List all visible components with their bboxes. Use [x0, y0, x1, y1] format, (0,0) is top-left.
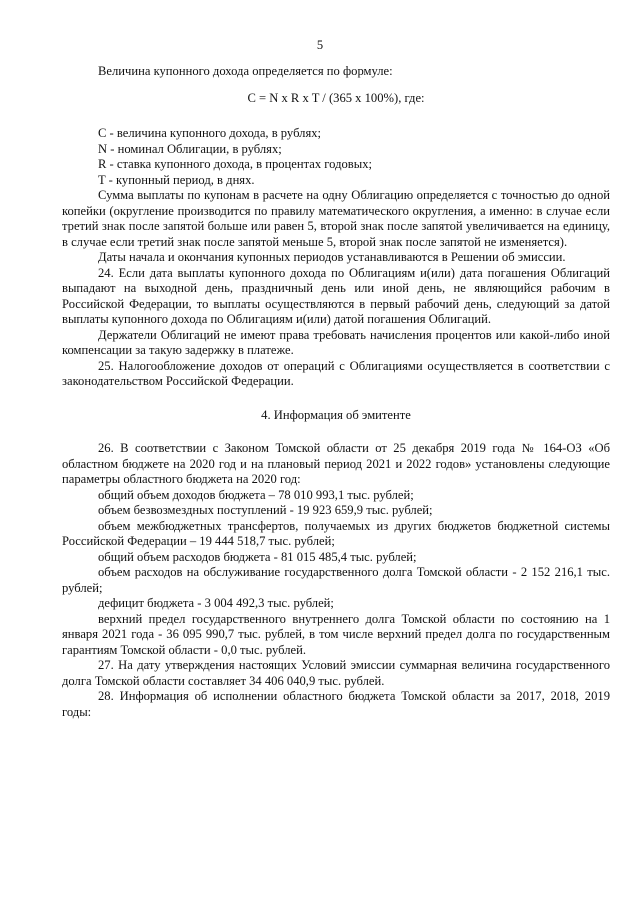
budget-debt-limit: верхний предел государственного внутреннего долга Томской области по состоянию на 1 января 2021 года - 36 095 990,7 тыс. рублей, в том числе верхний предел долга по государственным гарантиям Томской области - 0,0 тыс. рублей. — [62, 611, 610, 657]
budget-deficit: дефицит бюджета - 3 004 492,3 тыс. рублей; — [98, 596, 334, 610]
section-heading: 4. Информация об эмитенте — [261, 407, 411, 422]
paragraph-coupon-rounding: Сумма выплаты по купонам в расчете на одну Облигацию определяется с точностью до одной копейки (округление производится по правилу математического округления, а именно: в случае если третий знак после запятой больше или равен 5, второй знак после запятой увеличивается на единицу, в случае если третий знак после запятой меньше 5, второй знак после запятой не изменяется). — [62, 188, 610, 249]
coupon-formula: C = N x R x T / (365 x 100%), где: — [247, 90, 425, 105]
page-content — [62, 64, 610, 720]
budget-expenses: общий объем расходов бюджета - 81 015 485,4 тыс. рублей; — [98, 549, 417, 564]
formula-intro: Величина купонного дохода определяется по формуле: — [98, 64, 393, 78]
definition-n: N - номинал Облигации, в рублях; — [98, 141, 282, 156]
paragraph-27: 27. На дату утверждения настоящих Условий эмиссии суммарная величина государственного долга Томской области составляет 34 406 040,9 тыс. рублей. — [62, 658, 610, 688]
budget-income: общий объем доходов бюджета – 78 010 993,1 тыс. рублей; — [98, 487, 414, 502]
paragraph-25: 25. Налогообложение доходов от операций с Облигациями осуществляется в соответствии с законодательством Российской Федерации. — [62, 358, 610, 388]
definition-c: C - величина купонного дохода, в рублях; — [98, 126, 322, 140]
formula-definitions — [62, 126, 610, 188]
paragraph-24: 24. Если дата выплаты купонного дохода по Облигациям и(или) дата погашения Облигаций выпадают на выходной день, праздничный день или иной день, не являющийся рабочим в Российской Федерации, то выплаты осуществляются в первый рабочий день, следующий за датой выплаты купонного дохода по Облигациям и(или) датой погашения Облигаций. — [62, 265, 610, 326]
paragraph-coupon-dates: Даты начала и окончания купонных периодов устанавливаются в Решении об эмиссии. — [98, 250, 566, 264]
budget-free-receipts: объем безвозмездных поступлений - 19 923 659,9 тыс. рублей; — [98, 503, 433, 517]
page-number: 5 — [316, 38, 324, 52]
budget-debt-service: объем расходов на обслуживание государственного долга Томской области - 2 152 216,1 тыс. рублей; — [62, 565, 610, 595]
paragraph-28: 28. Информация об исполнении областного бюджета Томской области за 2017, 2018, 2019 годы: — [62, 689, 610, 719]
paragraph-holders: Держатели Облигаций не имеют права требовать начисления процентов или какой-либо иной компенсации за такую задержку в платеже. — [62, 327, 610, 357]
paragraph-26: 26. В соответствии с Законом Томской области от 25 декабря 2019 года № 164-ОЗ «Об областном бюджете на 2020 год и на плановый период 2021 и 2022 годов» установлены следующие параметры областного бюджета на 2020 год: — [62, 441, 610, 486]
definition-t: T - купонный период, в днях. — [98, 172, 255, 187]
budget-transfers: объем межбюджетных трансфертов, получаемых из других бюджетов бюджетной системы Российской Федерации – 19 444 518,7 тыс. рублей; — [62, 518, 610, 548]
definition-r: R - ставка купонного дохода, в процентах годовых; — [98, 157, 373, 171]
